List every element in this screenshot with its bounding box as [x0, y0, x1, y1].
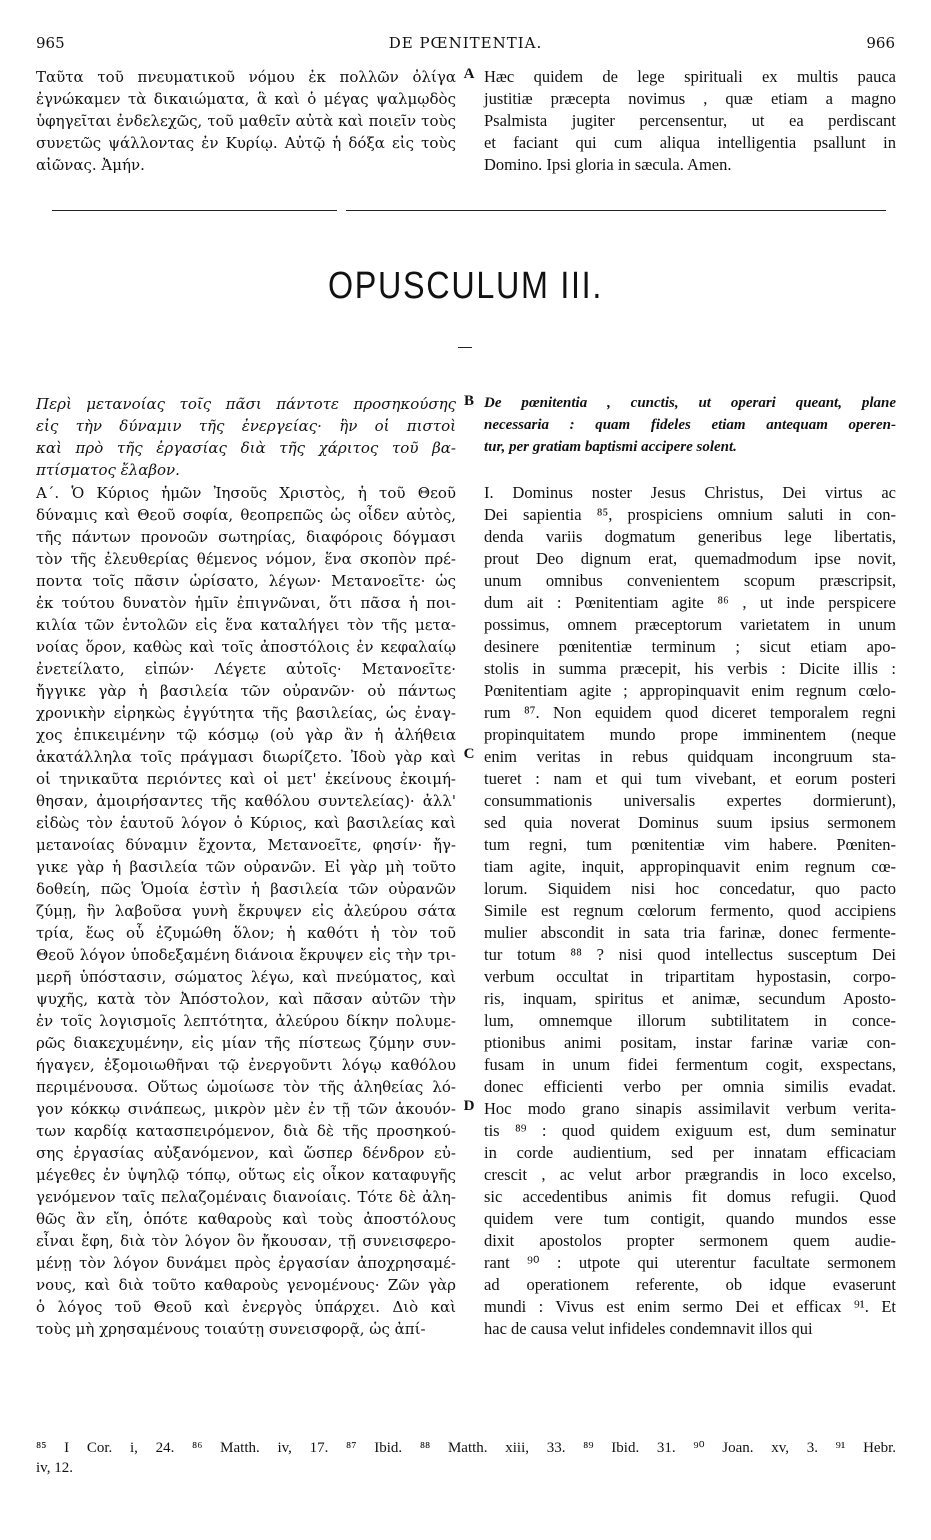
- text-line: ris, inquam, spiritus et animæ, secundum Aposto-: [484, 989, 896, 1008]
- title-dash: [458, 347, 472, 348]
- text-line: consummationis universalis expertes dormierunt),: [484, 791, 896, 810]
- text-line: ρῶς διακεχυμένην, εἰς μίαν τῆς πίστεως ζύμην συν-: [36, 1034, 456, 1052]
- text-line: εἰς τὴν δύναμιν τῆς ἐνεργείας· ἣν οἱ πιστοὶ: [36, 417, 456, 435]
- text-line: tueret : nam et qui tum vivebant, et eorum posteri: [484, 769, 896, 788]
- text-line: De pœnitentia , cunctis, ut operari queant, plane: [484, 395, 896, 411]
- page-number-left: 965: [36, 34, 65, 52]
- text-line: ὑφηγεῖται ἐνδελεχῶς, τοῦ μαθεῖν αὐτὰ καὶ ποιεῖν τοὺς: [36, 112, 456, 130]
- text-line: Pœnitentiam agite ; appropinquavit enim regnum cœlo-: [484, 681, 896, 700]
- text-line: mulier abscondit in sata tria farinæ, donec fermente-: [484, 923, 896, 942]
- text-line: κιλία τῶν ἐντολῶν εἰς ἕνα καταλήγει τὸν τῆς μετα-: [36, 616, 456, 634]
- heading-latin: [484, 393, 896, 459]
- text-line: μένῃ τὸν λόγον δυνάμει πρὸς ἐργασίαν ἀποχρησαμέ-: [36, 1254, 456, 1272]
- text-line: ἐκ τούτου δυνατὸν ἡμῖν ἐπιγνῶναι, ὅτι πᾶσα ἡ ποι-: [36, 594, 456, 612]
- text-line: τρία, ἕως οὗ ἐζυμώθη ὅλον; ἡ καθότι ἡ τὸν τοῦ: [36, 924, 456, 942]
- text-line: ήγαγεν, ἐξομοιωθῆναι τῷ ἐνεργοῦντι λόγῳ καθόλου: [36, 1056, 456, 1074]
- text-line: Περὶ μετανοίας τοῖς πᾶσι πάντοτε προσηκούσης: [36, 395, 456, 413]
- text-line: lum, omnemque illorum subtilitatem in conce-: [484, 1011, 896, 1030]
- text-line: tis ⁸⁹ : quod quidem exiguum est, dum seminatur: [484, 1121, 896, 1140]
- text-line: ψυχῆς, κατὰ τὸν Ἀπόστολον, καὶ πᾶσαν αὐτῶν τὴν: [36, 990, 456, 1008]
- text-line: εἰδὼς τὸν ἑαυτοῦ λόγον ὁ Κύριος, καὶ βασιλείας καὶ: [36, 814, 456, 832]
- body-greek: [36, 482, 456, 1340]
- text-line: tum regni, tum pœnitentiæ vim habere. Pœniten-: [484, 835, 896, 854]
- rule-left: [52, 210, 337, 211]
- text-line: stolis in summa præcepit, his verbis : Dicite illis :: [484, 659, 896, 678]
- text-line: ἤγγικε γὰρ ἡ βασιλεία τῶν οὐρανῶν· οὐ πάντως: [36, 682, 456, 700]
- text-line: unum omnibus convenientem scopum præscripsit,: [484, 571, 896, 590]
- text-line: Psalmista jugiter percensentur, ut ea perdiscant: [484, 111, 896, 130]
- footnotes: [36, 1438, 896, 1478]
- text-line: Dei sapientia ⁸⁵, prospiciens omnium saluti in con-: [484, 505, 896, 524]
- text-line: mundi : Vivus est enim sermo Dei et efficax ⁹¹. Et: [484, 1297, 896, 1316]
- text-line: tiam agite, inquit, appropinquavit enim regnum cœ-: [484, 857, 896, 876]
- text-line: prout Deo dignum erat, quemadmodum ipse novit,: [484, 549, 896, 568]
- text-line: tur, per gratiam baptismi accipere solent.: [484, 439, 737, 455]
- text-line: καὶ πρὸ τῆς ἐργασίας διὰ τῆς χάριτος τοῦ βα-: [36, 439, 456, 457]
- body-latin: [484, 482, 896, 1340]
- text-line: νους, καὶ διὰ τοῦτο καθαροὺς γενομένους· Ζῶν γὰρ: [36, 1276, 456, 1294]
- text-line: necessaria : quam fideles etiam antequam operen-: [484, 417, 896, 433]
- text-line: desinere pœnitentiæ terminum ; sicut etiam apo-: [484, 637, 896, 656]
- text-line: Ταῦτα τοῦ πνευματικοῦ νόμου ἐκ πολλῶν ὀλίγα: [36, 68, 456, 86]
- text-line: τὸν τῆς ἐλευθερίας θέμενος νόμον, ἕνα σκοπὸν πρέ-: [36, 550, 456, 568]
- text-line: θῶς ἂν εἴη, ὁπότε καθαροὺς καὶ τοὺς ἀποστόλους: [36, 1210, 456, 1228]
- text-line: μέγεθες ἐν ὑψηλῷ τόπῳ, οὕτως εἰς οἶκον καταφυγῆς: [36, 1166, 456, 1184]
- text-line: γον κόκκῳ σινάπεως, μικρὸν μὲν ἐν τῇ τῶν ἀκουόν-: [36, 1100, 456, 1118]
- opusculum-title: OPUSCULUM III.: [327, 265, 604, 307]
- text-line: ὁ λόγος τοῦ Θεοῦ καὶ ἐνεργὸς ὑπάρχει. Διὸ καὶ: [36, 1298, 456, 1316]
- rule-right: [346, 210, 886, 211]
- text-line: sed quia noverat Dominus suum ipsius sermonem: [484, 813, 896, 832]
- text-line: verbum occultat in tripartitam hypostasin, corpo-: [484, 967, 896, 986]
- text-line: σης ἐργασίας αὐξανόμενον, καὶ ὥσπερ δένδρον εὐ-: [36, 1144, 456, 1162]
- text-line: in corde audientium, sed per innatam efficaciam: [484, 1143, 896, 1162]
- text-line: μερῆ ὑπόστασιν, σώματος λέγω, καὶ πνεύματος, καὶ: [36, 968, 456, 986]
- text-line: justitiæ præcepta novimus , quæ etiam a magno: [484, 89, 896, 108]
- text-line: ἐν τοῖς λογισμοῖς λεπτότητα, ἀλεύρου δίκην πολυμε-: [36, 1012, 456, 1030]
- text-line: tur totum ⁸⁸ ? nisi quod intellectus susceptum Dei: [484, 945, 896, 964]
- text-line: τοὺς μὴ χρησαμένους τοιαύτῃ συνεισφορᾷ, ὡς ἀπί-: [36, 1320, 426, 1338]
- section-letter-a: A: [463, 66, 475, 82]
- top-latin-paragraph: [484, 66, 896, 176]
- section-letter-d: D: [463, 1098, 475, 1114]
- text-line: ptionibus animi positam, instar farinæ variæ con-: [484, 1033, 896, 1052]
- text-line: Simile est regnum cœlorum fermento, quod accipiens: [484, 901, 896, 920]
- text-line: dixit apostolos propter sermonem quem audie-: [484, 1231, 896, 1250]
- text-line: Α΄. Ὁ Κύριος ἡμῶν Ἰησοῦς Χριστὸς, ἡ τοῦ Θεοῦ: [36, 484, 456, 502]
- running-title: DE PŒNITENTIA.: [388, 34, 543, 52]
- text-line: ἐνετείλατο, εἰπών· Λέγετε αὐτοῖς· Μετανοεῖτε·: [36, 660, 456, 678]
- section-letter-b: B: [463, 393, 474, 409]
- text-line: Θεοῦ λόγον ὑποδεξαμένη διάνοια ἔκρυψεν εἰς τὴν τρι-: [36, 946, 456, 964]
- text-line: quidem vere tum contigit, quando mundos esse: [484, 1209, 896, 1228]
- text-line: donec efficienti verbo per omnia similis evadat.: [484, 1077, 896, 1096]
- text-line: sic accedentibus animis fit domus refugii. Quod: [484, 1187, 896, 1206]
- text-line: lorum. Siquidem nisi hoc concedatur, quo pacto: [484, 879, 896, 898]
- text-line: πτίσματος ἔλαβον.: [36, 461, 180, 479]
- text-line: ζύμῃ, ἣν λαβοῦσα γυνὴ ἔκρυψεν εἰς ἀλεύρου σάτα: [36, 902, 456, 920]
- text-line: γενόμενον ταῖς πελαζομέναις διανοίαις. Τότε δὲ ἀλη-: [36, 1188, 456, 1206]
- section-letter-c: C: [463, 746, 475, 762]
- text-line: propinquitatem mundo prope imminentem (neque: [484, 725, 896, 744]
- text-line: νοίας ὅρον, καθὼς καὶ τοῖς ἀποστόλοις ἐν κεφαλαίῳ: [36, 638, 456, 656]
- text-line: τῆς πάντων προνοῶν σωτηρίας, διαφόροις δόγμασι: [36, 528, 456, 546]
- text-line: denda variis dogmatum generibus lege libertatis,: [484, 527, 896, 546]
- text-line: Hæc quidem de lege spirituali ex multis pauca: [484, 67, 896, 86]
- text-line: iv, 12.: [36, 1460, 73, 1476]
- running-header: [36, 34, 895, 56]
- text-line: δύναμις καὶ Θεοῦ σοφία, θεοπρεπῶς ὡς οἶδεν αὐτὸς,: [36, 506, 456, 524]
- text-line: possimus, omnem præceptorum varietatem in unum: [484, 615, 896, 634]
- text-line: ad operationem referente, ob idque evaserunt: [484, 1275, 896, 1294]
- page-number-right: 966: [866, 34, 895, 52]
- text-line: μετανοίας δύναμιν ἔχοντα, Μετανοεῖτε, φησίν· ἤγ-: [36, 836, 456, 854]
- text-line: δοθείη, πῶς Ὁμοία ἐστὶν ἡ βασιλεία τῶν οὐρανῶν: [36, 880, 456, 898]
- text-line: ποντα τοῖς πᾶσιν ὡρίσατο, λέγων· Μετανοεῖτε· ὡς: [36, 572, 456, 590]
- text-line: αἰῶνας. Ἀμήν.: [36, 156, 145, 174]
- text-line: ἀκατάλληλα τοῖς πράγμασι διωρίζετο. Ἰδοὺ γὰρ καὶ: [36, 748, 456, 766]
- text-line: των καρδίᾳ κατασπειρόμενον, διὰ δὲ τῆς προσηκού-: [36, 1122, 456, 1140]
- text-line: I. Dominus noster Jesus Christus, Dei virtus ac: [484, 483, 896, 502]
- text-line: enim veritas in rebus quidquam incongruum sta-: [484, 747, 896, 766]
- text-line: rant ⁹⁰ : utpote qui uterentur facultate sermonem: [484, 1253, 896, 1272]
- text-line: Hoc modo grano sinapis assimilavit verbum verita-: [484, 1099, 896, 1118]
- text-line: γικε γὰρ ἡ βασιλεία τῶν οὐρανῶν. Εἰ γὰρ μὴ τοῦτο: [36, 858, 456, 876]
- top-greek-paragraph: [36, 66, 456, 176]
- text-line: ⁸⁵ I Cor. i, 24. ⁸⁶ Matth. iv, 17. ⁸⁷ Ibid. ⁸⁸ Matth. xiii, 33. ⁸⁹ Ibid. 31. ⁹⁰ Joan. xv, 3. ⁹¹ Hebr.: [36, 1440, 896, 1456]
- text-line: ἐγνώκαμεν τὰ δικαιώματα, ἃ καὶ ὁ μέγας ψαλμῳδὸς: [36, 90, 456, 108]
- text-line: θησαν, ἀμοιρήσαντες τῆς καθόλου συντελείας)· ἀλλ': [36, 792, 456, 810]
- text-line: οἱ τηνικαῦτα περιόντες καὶ οἱ μετ' ἐκείνους ἐκοιμή-: [36, 770, 456, 788]
- text-line: εἶναι ἔφη, διὰ τὸν λόγον ὃν ἤκουσαν, τῇ συνεισφερο-: [36, 1232, 456, 1250]
- text-line: Domino. Ipsi gloria in sæcula. Amen.: [484, 155, 732, 174]
- text-line: rum ⁸⁷. Non equidem quod diceret temporalem regni: [484, 703, 896, 722]
- text-line: συνετῶς ψάλλοντας ἐν Κυρίῳ. Αὐτῷ ἡ δόξα εἰς τοὺς: [36, 134, 456, 152]
- text-line: et faciant qui cum aliqua intelligentia psallunt in: [484, 133, 896, 152]
- text-line: crescit , ac velut arbor prægrandis in loco excelso,: [484, 1165, 896, 1184]
- text-line: hac de causa velut infideles condemnavit illos qui: [484, 1319, 813, 1338]
- text-line: περιμένουσα. Οὕτως ὡμοίωσε τὸν τῆς ἀληθείας λό-: [36, 1078, 456, 1096]
- text-line: χρονικὴν εἰρηκὼς ἐγγύτητα τῆς βασιλείας, ὡς ἐναγ-: [36, 704, 456, 722]
- text-line: fusam in unum fidei fermentum cogit, exspectans,: [484, 1055, 896, 1074]
- text-line: dum ait : Pœnitentiam agite ⁸⁶ , ut inde perspicere: [484, 593, 896, 612]
- text-line: χος ἐπικειμένην τῷ κόσμῳ (οὐ γὰρ ἂν ἡ ἀλήθεια: [36, 726, 456, 744]
- heading-greek: [36, 393, 456, 481]
